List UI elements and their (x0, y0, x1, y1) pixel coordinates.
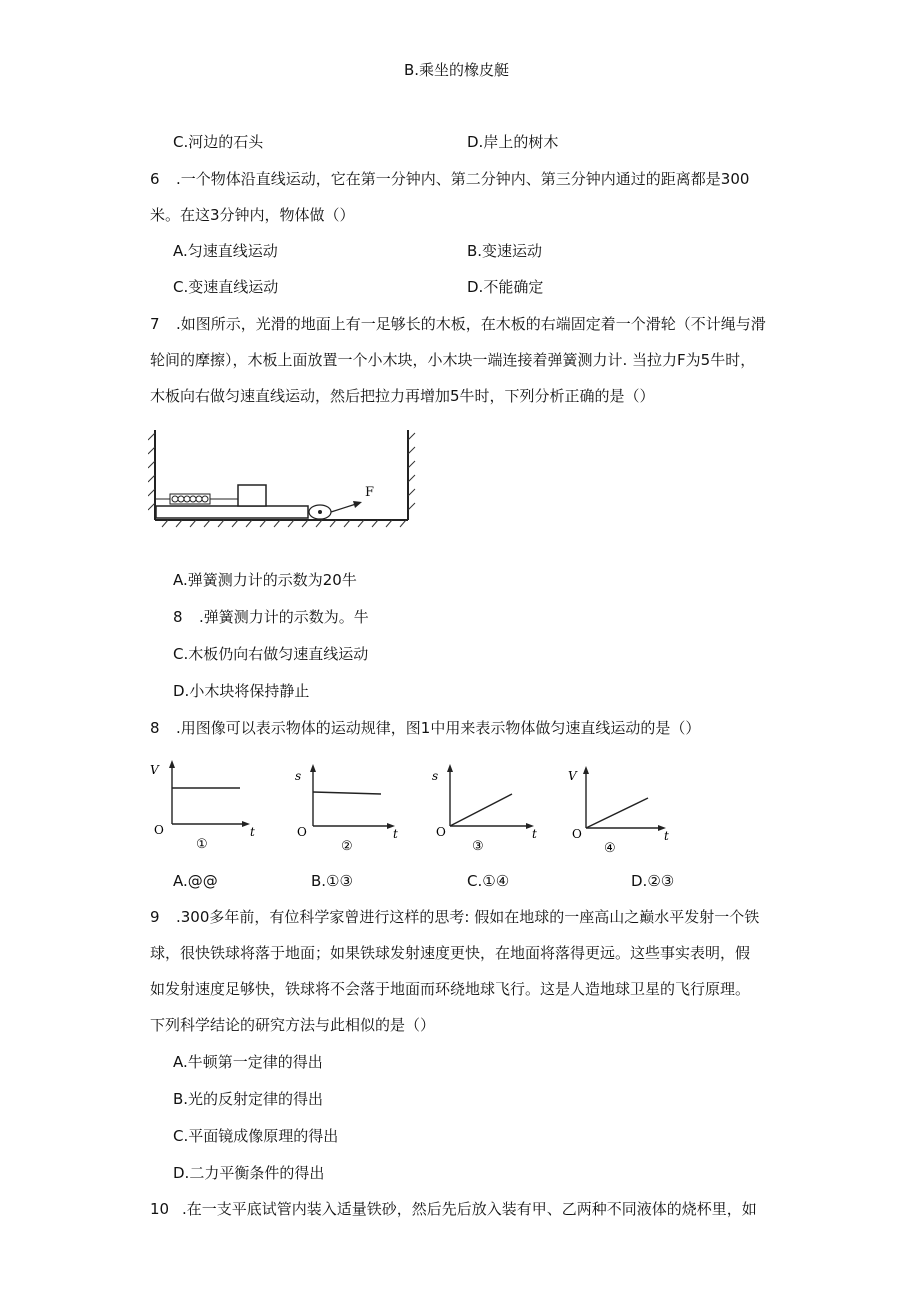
q8-stem-text: .用图像可以表示物体的运动规律，图1中用来表示物体做匀速直线运动的是（） (176, 719, 701, 737)
q7-option-b-number: 8 (173, 608, 183, 626)
graph4-origin: O (572, 827, 582, 841)
q7-stem-line1 (150, 314, 766, 334)
graph2-series-line (313, 792, 381, 794)
q9-stem-line4: 下列科学结论的研究方法与此相似的是（） (150, 1016, 436, 1034)
q6-stem-line1 (150, 169, 749, 189)
q7-stem-line3: 木板向右做匀速直线运动，然后把拉力再增加5牛时，下列分析正确的是（） (150, 387, 655, 405)
q5-option-b: B.乘坐的橡皮艇 (404, 61, 510, 79)
q9-stem-line1 (150, 907, 759, 927)
q5-option-c: C.河边的石头 (173, 133, 264, 151)
q9-stem-line2: 球，很快铁球将落于地面；如果铁球发射速度更快，在地面将落得更远。这些事实表明，假 (150, 944, 751, 962)
q5-option-d: D.岸上的树木 (467, 133, 559, 151)
q8-option-a: A.@@ (173, 872, 218, 890)
q7-option-d: D.小木块将保持静止 (173, 682, 310, 700)
force-line (331, 504, 356, 512)
q6-number: 6 (150, 170, 160, 188)
graph3-y-label: s (432, 769, 439, 783)
q10-stem-text: .在一支平底试管内装入适量铁砂，然后先后放入装有甲、乙两种不同液体的烧杯里，如 (182, 1200, 757, 1218)
q7-stem-line2: 轮间的摩擦），木板上面放置一个小木块，小木块一端连接着弹簧测力计. 当拉力F为5牛时， (150, 351, 756, 369)
graph1-x-label: t (250, 825, 255, 839)
graph3-origin: O (436, 825, 446, 839)
q7-option-a: A.弹簧测力计的示数为20牛 (173, 571, 357, 589)
q9-stem-line3: 如发射速度足够快，铁球将不会落于地面而环绕地球飞行。这是人造地球卫星的飞行原理。 (150, 980, 751, 998)
pulley-axle (318, 510, 322, 514)
graph2-caption: ② (341, 839, 353, 854)
graph1-origin: O (154, 823, 164, 837)
graph4-series-line (586, 798, 648, 828)
force-arrowhead (353, 501, 362, 508)
q8-graph-2 (293, 758, 418, 858)
graph2-origin: O (297, 825, 307, 839)
wooden-board (156, 506, 308, 518)
q8-stem (150, 718, 700, 738)
graph4-x-label: t (664, 829, 669, 843)
q7-stem-text: .如图所示，光滑的地面上有一足够长的木板，在木板的右端固定着一个滑轮（不计绳与滑 (176, 315, 766, 333)
q9-option-d: D.二力平衡条件的得出 (173, 1164, 325, 1182)
q6-option-c: C.变速直线运动 (173, 278, 279, 296)
q8-graph-1 (148, 758, 273, 858)
q7-figure-board-pulley (148, 428, 418, 528)
right-wall-hatch (408, 433, 415, 510)
q6-option-d: D.不能确定 (467, 278, 544, 296)
graph3-series-line (450, 794, 512, 826)
graph3-x-label: t (532, 827, 537, 841)
left-wall-hatch (148, 433, 155, 510)
graph1-y-label: V (150, 763, 159, 777)
q9-option-c: C.平面镜成像原理的得出 (173, 1127, 339, 1145)
q7-option-c: C.木板仍向右做匀速直线运动 (173, 645, 369, 663)
q6-option-b: B.变速运动 (467, 242, 543, 260)
q7-number: 7 (150, 315, 160, 333)
q8-number: 8 (150, 719, 160, 737)
q10-stem-line1 (150, 1199, 757, 1219)
q6-stem-line2: 米。在这3分钟内，物体做（） (150, 206, 355, 224)
q7-option-b (173, 607, 369, 627)
q8-graph-4 (568, 758, 693, 858)
q6-option-a: A.匀速直线运动 (173, 242, 278, 260)
q9-number: 9 (150, 908, 160, 926)
ground-hatch (162, 520, 406, 527)
q8-option-d: D.②③ (631, 872, 675, 890)
q8-option-c: C.①④ (467, 872, 510, 890)
q7-option-b-text: .弹簧测力计的示数为。牛 (199, 608, 369, 626)
graph4-y-label: V (568, 769, 577, 783)
graph2-y-label: s (295, 769, 302, 783)
graph4-caption: ④ (604, 841, 616, 856)
q8-option-b: B.①③ (311, 872, 353, 890)
q8-graph-3 (432, 758, 557, 858)
q9-option-b: B.光的反射定律的得出 (173, 1090, 324, 1108)
graph3-caption: ③ (472, 839, 484, 854)
graph2-x-label: t (393, 827, 398, 841)
q9-option-a: A.牛顿第一定律的得出 (173, 1053, 323, 1071)
q10-number: 10 (150, 1200, 170, 1218)
graph1-caption: ① (196, 837, 208, 852)
q6-stem-text: .一个物体沿直线运动，它在第一分钟内、第二分钟内、第三分钟内通过的距离都是300 (176, 170, 750, 188)
small-block (238, 485, 266, 506)
q9-stem-text: .300多年前，有位科学家曾进行这样的思考: 假如在地球的一座高山之巅水平发射一个铁 (176, 908, 760, 926)
force-label: F (365, 485, 375, 500)
